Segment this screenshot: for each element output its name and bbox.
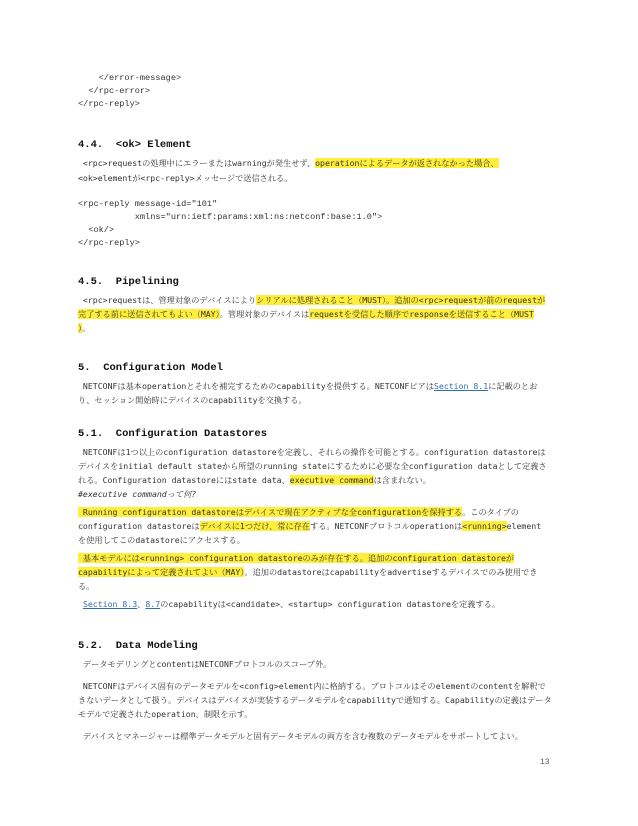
paragraph-line: る。 (78, 581, 95, 591)
section-heading: 4.4. <ok> Element (78, 139, 192, 151)
paragraph-line: きないデータとして扱う。デバイスはデバイスが実装するデータモデルをcapabilityで通知する。Capabilityの定義はデータ (78, 695, 552, 705)
code-line: </error-message> (78, 73, 182, 83)
code-line: </rpc-error> (78, 86, 151, 96)
paragraph-line: capabilityによって定義されてよい（MAY）。追加のdatastoreはcapabilityをadvertiseするデバイスでのみ使用でき (78, 567, 538, 577)
paragraph-line (78, 552, 514, 565)
highlight: ） (78, 323, 83, 333)
code-line: <rpc-reply message-id="101" (78, 199, 218, 209)
highlight: 基本モデルには<running> configuration datastoreのみが存在する。追加のconfiguration datastoreが (78, 553, 515, 563)
code-line: </rpc-reply> (78, 238, 140, 248)
section-heading: 5.1. Configuration Datastores (78, 428, 268, 440)
highlight: シリアルに処理されること（MUST）。追加の<rpc>requestが前のrequestが (256, 295, 546, 305)
highlight: 完了する前に送信されてもよい（MAY） (78, 309, 220, 319)
paragraph-line: <rpc>requestは、管理対象のデバイスによりシリアルに処理されること（MUST）。追加の<rpc>requestが前のrequestが (78, 295, 546, 305)
highlight: デバイスに1つだけ、常に存在 (199, 521, 311, 531)
section-heading: 5.2. Data Modeling (78, 640, 198, 652)
paragraph-line: <rpc>requestの処理中にエラーまたはwarningが発生せず、operationによるデータが返されなかった場合、 (78, 158, 499, 168)
section-link[interactable]: Section 8.1 (433, 381, 489, 391)
paragraph-line: り、セッション開始時にデバイスのcapabilityを交換する。 (78, 395, 307, 405)
paragraph-line: Section 8.3、8.7のcapabilityは<candidate>、<startup> configuration datastoreを定義する。 (82, 599, 501, 609)
paragraph-line: データモデリングとcontentはNETCONFプロトコルのスコープ外。 (78, 659, 332, 669)
paragraph-line: NETCONFは1つ以上のconfiguration datastoreを定義し、それらの操作を可能とする。configuration datastoreは (78, 447, 546, 457)
code-line: </rpc-reply> (78, 99, 140, 109)
highlight: requestを受信した順序でresponseを送信すること（MUST (309, 309, 534, 319)
section-heading: 4.5. Pipelining (78, 276, 179, 288)
highlight: <running> (462, 521, 507, 531)
highlight: Running configuration datastoreはデバイスで現在アクティブな全configurationを保持する (78, 507, 463, 517)
paragraph-line: ）。 (78, 323, 91, 333)
section-heading: 5. Configuration Model (78, 362, 223, 374)
paragraph-line: Running configuration datastoreはデバイスで現在アクティブな全configurationを保持する。このタイプの (78, 507, 519, 517)
highlight: executive command (289, 475, 374, 485)
paragraph-line: モデルで定義されたoperation、制限を示す。 (78, 709, 253, 719)
paragraph-line: <ok>elementが<rpc-reply>メッセージで送信される。 (78, 173, 293, 183)
code-line: xmlns="urn:ietf:params:xml:ns:netconf:base:1.0"> (78, 212, 383, 222)
highlight: capabilityによって定義されてよい（MAY） (78, 567, 245, 577)
paragraph-line: を使用してこのdatastoreにアクセスする。 (78, 535, 245, 545)
page-number: 13 (540, 758, 550, 767)
paragraph-line: configuration datastoreはデバイスに1つだけ、常に存在する。NETCONFプロトコルoperationは<running>element (78, 521, 542, 531)
section-link[interactable]: Section 8.3 (82, 599, 138, 609)
paragraph-line: NETCONFはデバイス固有のデータモデルを<config>element内に格納する。プロトコルはそのelementのcontentを解釈で (78, 681, 546, 691)
highlight: operationによるデータが返されなかった場合、 (315, 158, 499, 168)
code-line: <ok/> (78, 225, 115, 235)
section-link[interactable]: 8.7 (145, 599, 161, 609)
paragraph-line: れる。Configuration datastoreにはstate data、executive commandは含まれない。 (78, 475, 431, 485)
comment-note: #executive commandって何? (78, 489, 197, 499)
paragraph-line: デバイスとマネージャーは標準データモデルと固有データモデルの両方を含む複数のデータモデルをサポートしてよい。 (78, 731, 523, 741)
paragraph-line: 完了する前に送信されてもよい（MAY）。管理対象のデバイスはrequestを受信した順序でresponseを送信すること（MUST (78, 309, 534, 319)
paragraph-line: NETCONFは基本operationとそれを補完するためのcapabilityを提供する。NETCONFピアはSection 8.1に記載のとお (78, 381, 538, 391)
paragraph-line: デバイスをinitial default stateから所望のrunning stateにするために必要な全configuration dataとして定義さ (78, 461, 547, 471)
